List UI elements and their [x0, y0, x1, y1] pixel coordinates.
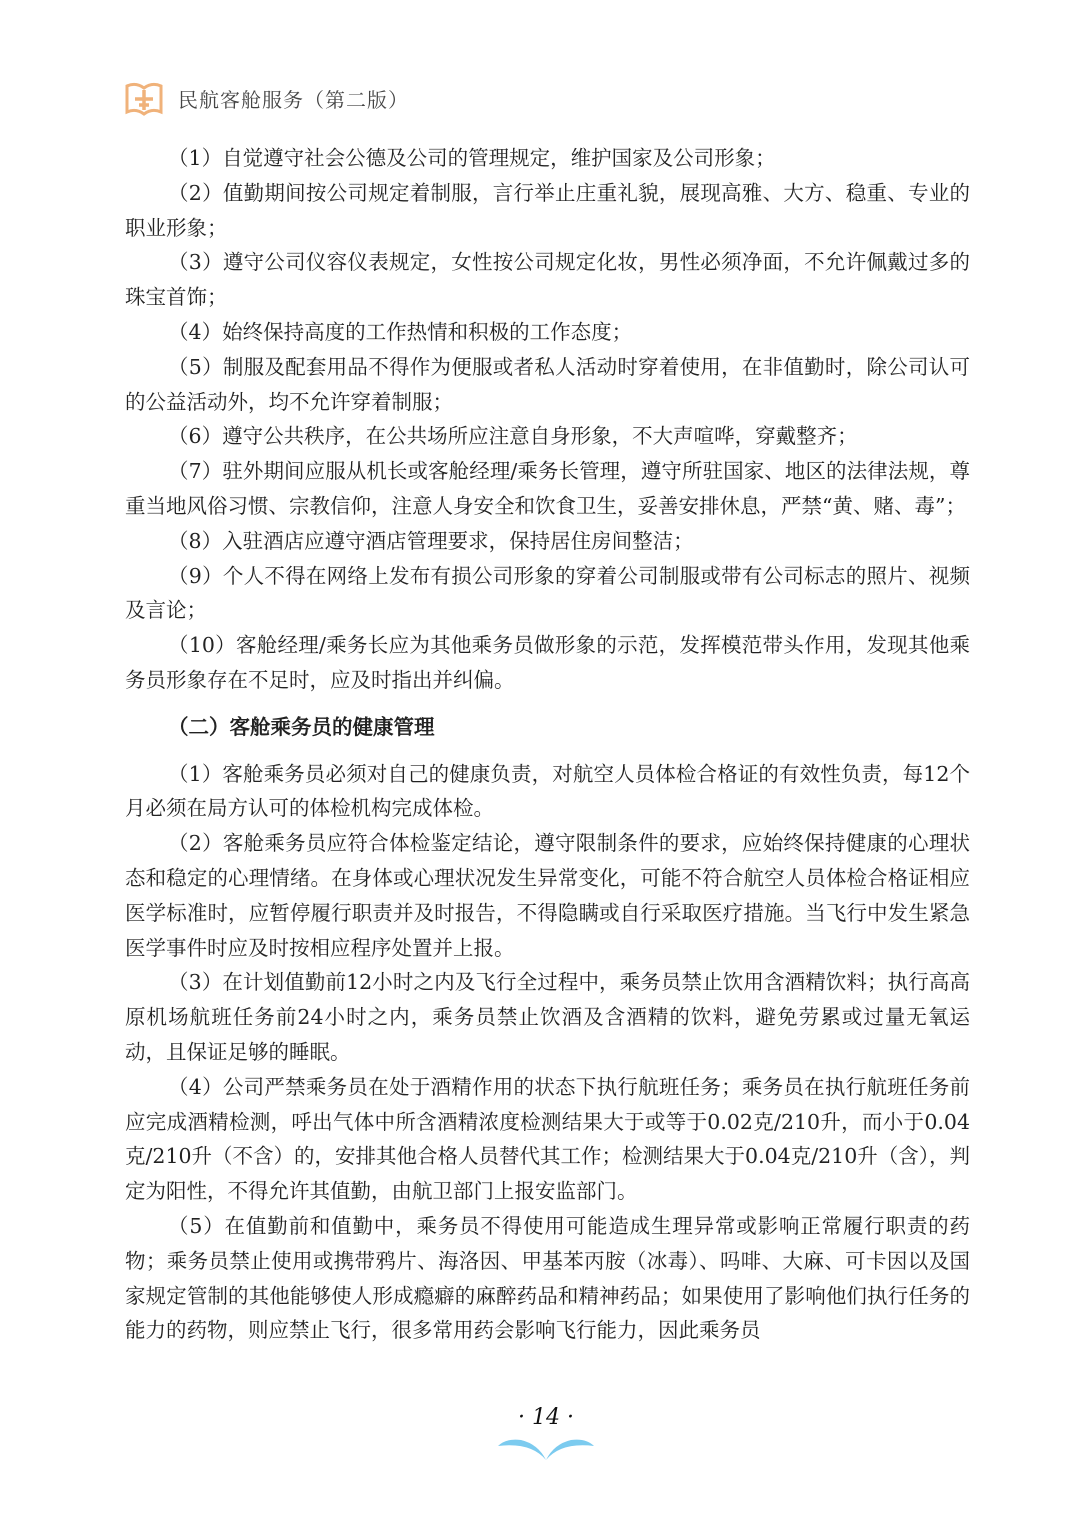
list-item: （5）在值勤前和值勤中，乘务员不得使用可能造成生理异常或影响正常履行职责的药物；乘务员禁止使用或携带鸦片、海洛因、甲基苯丙胺（冰毒）、吗啡、大麻、可卡因以及国家规定管制的其他能够使人形成瘾癖的麻醉药品和精神药品；如果使用了影响他们执行任务的能力的药物，则应禁止飞行，很多常用药会影响飞行能力，因此乘务员: [125, 1213, 970, 1343]
book-plane-logo-icon: [124, 78, 164, 118]
list-item: （6）遵守公共秩序，在公共场所应注意自身形象，不大声喧哗，穿戴整齐；: [168, 424, 858, 449]
list-item: （1）自觉遵守社会公德及公司的管理规定，维护国家及公司形象；: [168, 146, 776, 170]
list-item: （1）客舱乘务员必须对自己的健康负责，对航空人员体检合格证的有效性负责，每12个月必须在局方认可的体检机构完成体检。: [125, 761, 970, 821]
list-item: （5）制服及配套用品不得作为便服或者私人活动时穿着使用，在非值勤时，除公司认可的公益活动外，均不允许穿着制服；: [125, 354, 970, 414]
wave-ornament-icon: [496, 1432, 596, 1462]
page-number: · 14 ·: [518, 1405, 574, 1430]
list-item: （4）始终保持高度的工作热情和积极的工作态度；: [168, 319, 633, 344]
list-item: （4）公司严禁乘务员在处于酒精作用的状态下执行航班任务；乘务员在执行航班任务前应完成酒精检测，呼出气体中所含酒精浓度检测结果大于或等于0.02克/210升，而小于0.04克/210升（不含）的，安排其他合格人员替代其工作；检测结果大于0.04克/210升（含），判定为阳性，不得允许其值勤，由航卫部门上报安监部门。: [125, 1074, 970, 1204]
list-item: （2）客舱乘务员应符合体检鉴定结论，遵守限制条件的要求，应始终保持健康的心理状态和稳定的心理情绪。在身体或心理状况发生异常变化，可能不符合航空人员体检合格证相应医学标准时，应暂停履行职责并及时报告，不得隐瞒或自行采取医疗措施。当飞行中发生紧急医学事件时应及时按相应程序处置并上报。: [125, 831, 970, 960]
running-header: [124, 78, 409, 118]
section-heading: （二）客舱乘务员的健康管理: [168, 714, 435, 739]
list-item: （10）客舱经理/乘务长应为其他乘务员做形象的示范，发挥模范带头作用，发现其他乘务员形象存在不足时，应及时指出并纠偏。: [125, 633, 970, 692]
list-item: （3）遵守公司仪容仪表规定，女性按公司规定化妆，男性必须净面，不允许佩戴过多的珠宝首饰；: [125, 250, 970, 310]
list-item: （2）值勤期间按公司规定着制服，言行举止庄重礼貌，展现高雅、大方、稳重、专业的职业形象；: [125, 180, 970, 240]
book-title: 民航客舱服务（第二版）: [178, 87, 409, 112]
page-footer: [0, 1405, 1092, 1462]
list-item: （9）个人不得在网络上发布有损公司形象的穿着公司制服或带有公司标志的照片、视频及言论；: [125, 563, 970, 623]
list-item: （8）入驻酒店应遵守酒店管理要求，保持居住房间整洁；: [168, 528, 694, 553]
list-item: （7）驻外期间应服从机长或客舱经理/乘务长管理，遵守所驻国家、地区的法律法规，尊重当地风俗习惯、宗教信仰，注意人身安全和饮食卫生，妥善安排休息，严禁“黄、赌、毒”；: [125, 459, 970, 518]
list-item: （3）在计划值勤前12小时之内及飞行全过程中，乘务员禁止饮用含酒精饮料；执行高高原机场航班任务前24小时之内，乘务员禁止饮酒及含酒精的饮料，避免劳累或过量无氧运动，且保证足够的睡眠。: [125, 970, 970, 1064]
page-body: [125, 141, 970, 1348]
